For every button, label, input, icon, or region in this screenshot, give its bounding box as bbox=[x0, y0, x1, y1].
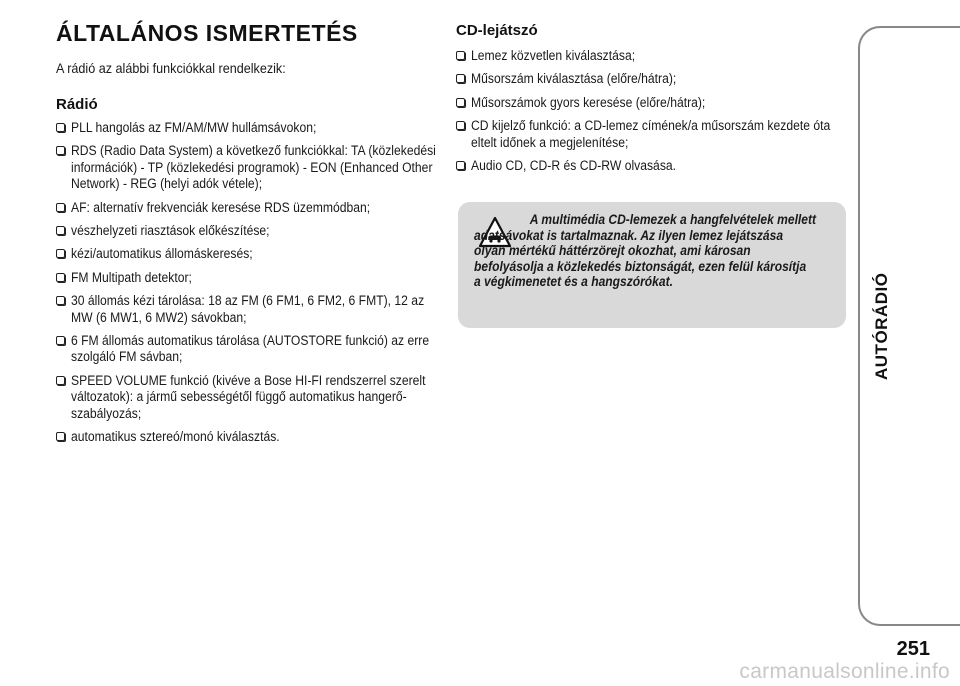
warning-text: A multimédia CD-lemezek a hangfelvételek mellett adatsávokat is tartalmaznak. Az ilyen lemez lejátszása olyan mértékű háttérzörejt okozhat, ami károsan befolyásolja a közlekedés biztonságát, ezen felül károsítja a végkimenetet és a hangszórókat. bbox=[474, 212, 817, 290]
checkbox-bullet-icon bbox=[56, 123, 65, 132]
page-title: ÁLTALÁNOS ISMERTETÉS bbox=[56, 20, 358, 46]
list-item: Műsorszámok gyors keresése (előre/hátra); bbox=[456, 95, 848, 111]
checkbox-bullet-icon bbox=[456, 121, 465, 130]
checkbox-bullet-icon bbox=[56, 226, 65, 235]
list-item: FM Multipath detektor; bbox=[56, 270, 448, 286]
list-item: SPEED VOLUME funkció (kivéve a Bose HI-FI rendszerrel szerelt változatok): a jármű sebességétől függő automatikus hangerő-szabályozás; bbox=[56, 373, 448, 422]
checkbox-bullet-icon bbox=[456, 98, 465, 107]
watermark: carmanualsonline.info bbox=[739, 660, 950, 683]
checkbox-bullet-icon bbox=[56, 146, 65, 155]
radio-heading: Rádió bbox=[56, 96, 98, 113]
checkbox-bullet-icon bbox=[56, 249, 65, 258]
list-item: PLL hangolás az FM/AM/MW hullámsávokon; bbox=[56, 120, 448, 136]
cd-feature-list bbox=[456, 48, 848, 181]
list-item: 30 állomás kézi tárolása: 18 az FM (6 FM1, 6 FM2, 6 FMT), 12 az MW (6 MW1, 6 MW2) sávokban; bbox=[56, 293, 448, 326]
chapter-tab-label: AUTÓRÁDIÓ bbox=[872, 272, 891, 380]
checkbox-bullet-icon bbox=[56, 273, 65, 282]
list-item: Műsorszám kiválasztása (előre/hátra); bbox=[456, 71, 848, 87]
checkbox-bullet-icon bbox=[56, 296, 65, 305]
list-item: 6 FM állomás automatikus tárolása (AUTOSTORE funkció) az erre szolgáló FM sávban; bbox=[56, 333, 448, 366]
cd-heading: CD-lejátszó bbox=[456, 22, 538, 39]
checkbox-bullet-icon bbox=[56, 432, 65, 441]
checkbox-bullet-icon bbox=[56, 336, 65, 345]
radio-feature-list bbox=[56, 120, 448, 453]
page-number: 251 bbox=[896, 638, 930, 660]
checkbox-bullet-icon bbox=[456, 161, 465, 170]
list-item: automatikus sztereó/monó kiválasztás. bbox=[56, 429, 448, 445]
list-item: vészhelyzeti riasztások előkészítése; bbox=[56, 223, 448, 239]
checkbox-bullet-icon bbox=[56, 376, 65, 385]
list-item: Audio CD, CD-R és CD-RW olvasása. bbox=[456, 158, 848, 174]
checkbox-bullet-icon bbox=[56, 203, 65, 212]
checkbox-bullet-icon bbox=[456, 74, 465, 83]
warning-box bbox=[458, 202, 846, 328]
checkbox-bullet-icon bbox=[456, 51, 465, 60]
list-item: RDS (Radio Data System) a következő funkciókkal: TA (közlekedési információk) - TP (közlekedési programok) - EON (Enhanced Other Network) - REG (helyi adók vétele); bbox=[56, 143, 448, 192]
list-item: AF: alternatív frekvenciák keresése RDS üzemmódban; bbox=[56, 200, 448, 216]
list-item: kézi/automatikus állomáskeresés; bbox=[56, 246, 448, 262]
intro-text: A rádió az alábbi funkciókkal rendelkezik: bbox=[56, 60, 286, 76]
list-item: CD kijelző funkció: a CD-lemez címének/a műsorszám kezdete óta eltelt időnek a megjelenítése; bbox=[456, 118, 848, 151]
list-item: Lemez közvetlen kiválasztása; bbox=[456, 48, 848, 64]
